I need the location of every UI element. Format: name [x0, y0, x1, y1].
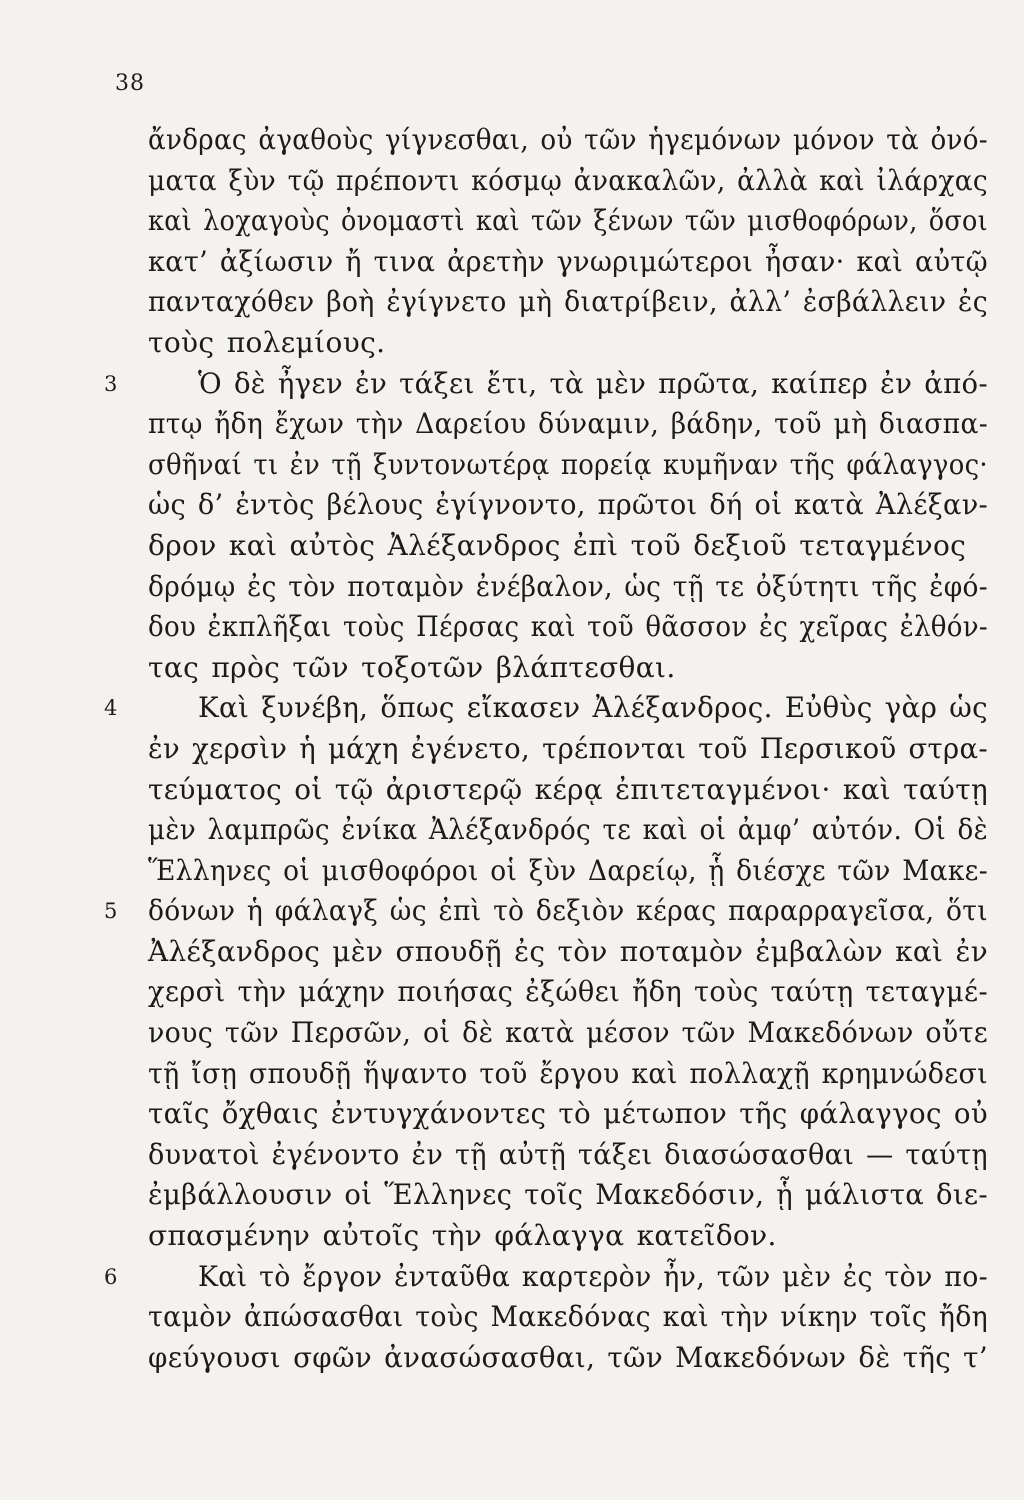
text-line: [148, 729, 988, 770]
text-line: [148, 648, 988, 689]
line-text: ἄνδρας ἀγαθοὺς γίγνεσθαι, οὐ τῶν ἡγεμόνων μόνον τὰ ὀνό-: [148, 123, 988, 156]
text-line: [104, 1257, 988, 1298]
text-line: [148, 1135, 988, 1176]
text-line: [148, 323, 988, 364]
text-line: [148, 445, 988, 486]
line-text: μὲν λαμπρῶς ἐνίκα Ἀλέξανδρός τε καὶ οἱ ἀμφ’ αὐτόν. Οἱ δὲ: [148, 813, 988, 847]
text-line: [148, 567, 988, 608]
text-line: [148, 1175, 988, 1216]
text-line: [148, 404, 988, 445]
line-text: Καὶ ξυνέβη, ὅπως εἴκασεν Ἀλέξανδρος. Εὐθὺς γὰρ ὡς: [198, 691, 989, 725]
text-line: [148, 242, 988, 283]
line-text: πανταχόθεν βοὴ ἐγίγνετο μὴ διατρίβειν, ἀλλ’ ἐσβάλλειν ἐς: [148, 285, 988, 319]
page-number: 38: [115, 71, 145, 96]
text-line: [148, 770, 988, 811]
text-line: [148, 1094, 988, 1135]
line-text: τῇ ἴσῃ σπουδῇ ἥψαντο τοῦ ἔργου καὶ πολλαχῇ κρημνώδεσι: [148, 1056, 988, 1090]
text-line: [148, 851, 988, 892]
line-text: σθῆναί τι ἐν τῇ ξυντονωτέρᾳ πορείᾳ κυμῆναν τῆς φάλαγγος·: [148, 447, 988, 481]
line-text: τοὺς πολεμίους.: [148, 325, 386, 359]
line-text: Ὁ δὲ ἦγεν ἐν τάξει ἔτι, τὰ μὲν πρῶτα, καίπερ ἐν ἀπό-: [198, 366, 989, 400]
text-line: [148, 972, 988, 1013]
line-text: κατ’ ἀξίωσιν ἤ τινα ἀρετὴν γνωριμώτεροι ἦσαν· καὶ αὐτῷ: [148, 244, 989, 278]
line-text: φεύγουσι σφῶν ἀνασώσασθαι, τῶν Μακεδόνων δὲ τῆς τ’: [148, 1340, 988, 1374]
text-line: [148, 161, 988, 202]
greek-text-body: [104, 120, 989, 1378]
line-text: δρον καὶ αὐτὸς Ἀλέξανδρος ἐπὶ τοῦ δεξιοῦ τεταγμένος: [148, 528, 967, 562]
text-line: [104, 891, 988, 932]
line-text: τας πρὸς τῶν τοξοτῶν βλάπτεσθαι.: [148, 650, 676, 684]
text-line: [148, 1297, 988, 1338]
text-line: [104, 364, 989, 405]
line-text: ταμὸν ἀπώσασθαι τοὺς Μακεδόνας καὶ τὴν νίκην τοῖς ἤδη: [148, 1300, 989, 1334]
text-line: [148, 1216, 988, 1257]
text-line: [148, 201, 988, 242]
text-line: [148, 1338, 988, 1379]
line-text: δόνων ἡ φάλαγξ ὡς ἐπὶ τὸ δεξιὸν κέρας παραρραγεῖσα, ὅτι: [148, 894, 988, 928]
line-text: τεύματος οἱ τῷ ἀριστερῷ κέρᾳ ἐπιτεταγμένοι· καὶ ταύτῃ: [148, 772, 989, 806]
text-line: [148, 485, 988, 526]
line-text: σπασμένην αὐτοῖς τὴν φάλαγγα κατεῖδον.: [148, 1219, 777, 1253]
section-number: 4: [104, 696, 118, 721]
line-text: Ἕλληνες οἱ μισθοφόροι οἱ ξὺν Δαρείῳ, ᾗ διέσχε τῶν Μακε-: [148, 853, 988, 887]
text-line: [148, 810, 988, 851]
line-text: Καὶ τὸ ἔργον ἐνταῦθα καρτερὸν ἦν, τῶν μὲν ἐς τὸν πο-: [198, 1259, 988, 1293]
section-number: 3: [104, 371, 118, 396]
line-text: καὶ λοχαγοὺς ὀνομαστὶ καὶ τῶν ξένων τῶν μισθοφόρων, ὅσοι: [148, 204, 988, 238]
line-text: πτῳ ἤδη ἔχων τὴν Δαρείου δύναμιν, βάδην, τοῦ μὴ διασπα-: [148, 407, 989, 441]
text-line: [148, 120, 988, 161]
line-text: Ἀλέξανδρος μὲν σπουδῇ ἐς τὸν ποταμὸν ἐμβαλὼν καὶ ἐν: [148, 934, 989, 968]
line-text: δρόμῳ ἐς τὸν ποταμὸν ἐνέβαλον, ὡς τῇ τε ὀξύτητι τῆς ἐφό-: [148, 569, 988, 603]
line-text: ταῖς ὄχθαις ἐντυγχάνοντες τὸ μέτωπον τῆς φάλαγγος οὐ: [148, 1097, 988, 1131]
text-line: [148, 1054, 988, 1095]
section-number: 5: [104, 899, 118, 924]
line-text: χερσὶ τὴν μάχην ποιήσας ἐξώθει ἤδη τοὺς ταύτῃ τεταγμέ-: [148, 975, 989, 1009]
line-text: νους τῶν Περσῶν, οἱ δὲ κατὰ μέσον τῶν Μακεδόνων οὔτε: [148, 1016, 989, 1050]
line-text: ματα ξὺν τῷ πρέποντι κόσμῳ ἀνακαλῶν, ἀλλὰ καὶ ἰλάρχας: [148, 163, 989, 197]
text-line: [148, 282, 988, 323]
line-text: ὡς δ’ ἐντὸς βέλους ἐγίγνοντο, πρῶτοι δή οἱ κατὰ Ἀλέξαν-: [148, 488, 989, 522]
text-line: [148, 932, 988, 973]
text-line: [148, 607, 988, 648]
section-number: 6: [104, 1264, 118, 1289]
text-line: [148, 1013, 988, 1054]
line-text: δου ἐκπλῆξαι τοὺς Πέρσας καὶ τοῦ θᾶσσον ἐς χεῖρας ἐλθόν-: [148, 610, 989, 644]
text-line: [148, 526, 988, 567]
line-text: δυνατοὶ ἐγένοντο ἐν τῇ αὐτῇ τάξει διασώσασθαι — ταύτῃ: [148, 1137, 988, 1171]
line-text: ἐμβάλλουσιν οἱ Ἕλληνες τοῖς Μακεδόσιν, ᾗ μάλιστα διε-: [148, 1178, 989, 1212]
line-text: ἐν χερσὶν ἡ μάχη ἐγένετο, τρέπονται τοῦ Περσικοῦ στρα-: [148, 731, 988, 765]
text-line: [104, 688, 989, 729]
